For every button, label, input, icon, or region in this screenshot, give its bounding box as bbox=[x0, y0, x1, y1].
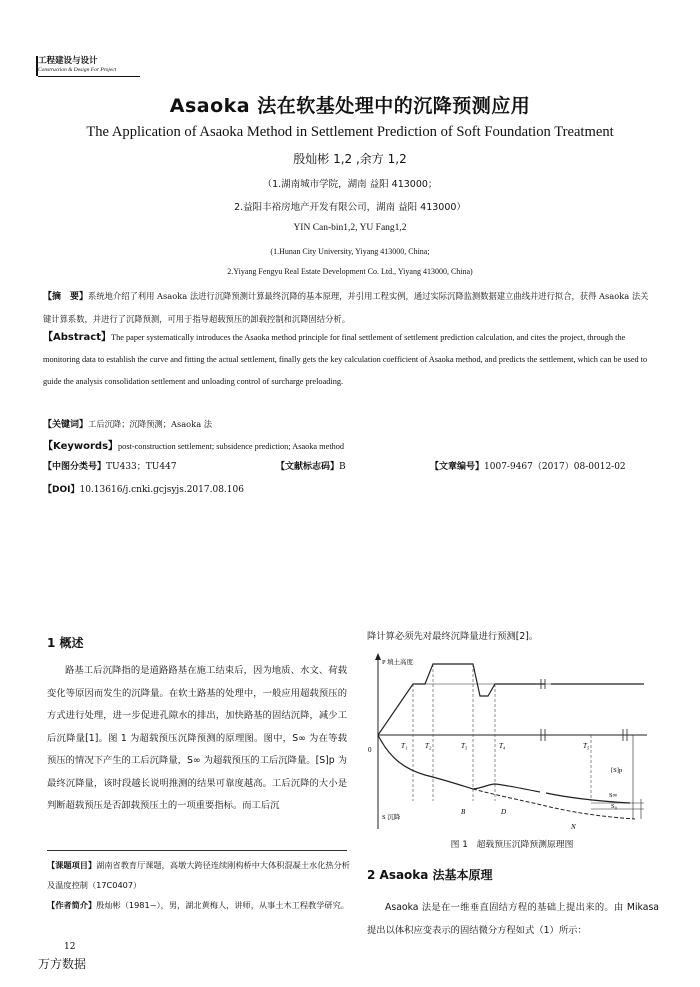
affiliation-en-1: (1.Hunan City University, Yiyang 413000, China; bbox=[270, 247, 430, 256]
footnote-rule bbox=[47, 850, 347, 851]
authors-en: YIN Can-bin1,2, YU Fang1,2 bbox=[293, 223, 407, 233]
fill-height-curve bbox=[378, 664, 545, 735]
footnote bbox=[47, 855, 352, 915]
section-2-paragraph: Asaoka 法是在一维垂直固结方程的基础上提出来的。由 Mikasa 提出以体积应变表示的固结微分方程如式（1）所示： bbox=[367, 902, 659, 936]
watermark: 万方数据 bbox=[38, 957, 87, 971]
figure-1-diagram bbox=[365, 651, 655, 831]
label-d: D bbox=[501, 808, 507, 816]
abstract-cn-label: 【摘 要】 bbox=[43, 292, 89, 302]
doc-value: B bbox=[339, 462, 346, 472]
article-value: 1007-9467（2017）08-0012-02 bbox=[484, 462, 626, 472]
affiliation-cn-1: （1.湖南城市学院，湖南 益阳 413000； bbox=[262, 179, 438, 190]
affiliation-en-2: 2.Yiyang Fengyu Real Estate Development Co. Ltd., Yiyang 413000, China) bbox=[227, 267, 473, 276]
label-b: B bbox=[461, 808, 466, 816]
label-fill-height: P 填土高度 bbox=[382, 659, 413, 666]
abstract-en bbox=[43, 327, 655, 393]
footnote-project bbox=[47, 855, 352, 895]
paper-title-en: The Application of Asaoka Method in Settlement Prediction of Soft Foundation Treatment bbox=[86, 124, 614, 140]
authors-cn: 殷灿彬 1,2 ,余方 1,2 bbox=[293, 152, 407, 166]
header-rule bbox=[38, 76, 140, 77]
label-s-inf: S∞ bbox=[609, 792, 618, 799]
abstract-cn bbox=[43, 285, 655, 330]
label-t1: T₁ bbox=[401, 742, 408, 750]
article-number bbox=[430, 459, 626, 472]
settlement-curve-surcharge-tail bbox=[546, 793, 630, 803]
paper-title-cn: Asaoka 法在软基处理中的沉降预测应用 bbox=[169, 95, 531, 117]
keywords-en bbox=[43, 436, 655, 458]
keywords-cn bbox=[43, 413, 655, 436]
journal-name-en: Construction & Design For Project bbox=[38, 67, 117, 73]
section-1-heading: 1 概述 bbox=[47, 636, 84, 650]
y-axis-arrow bbox=[375, 653, 381, 660]
label-t3: T₃ bbox=[461, 742, 468, 750]
article-label: 【文章编号】 bbox=[430, 462, 485, 472]
doi-label: 【DOI】 bbox=[43, 485, 80, 495]
label-t2: T₂ bbox=[425, 742, 432, 750]
keywords-en-text: post-construction settlement; subsidence prediction; Asaoka method bbox=[118, 442, 345, 451]
footnote-author-text: 殷灿彬（1981~），男，湖北黄梅人，讲师，从事土木工程教学研究。 bbox=[96, 900, 349, 910]
doi-value: 10.13616/j.cnki.gcjsyjs.2017.08.106 bbox=[79, 485, 244, 495]
label-sp: [S]p bbox=[611, 767, 623, 774]
doc-label: 【文献标志码】 bbox=[276, 462, 340, 472]
journal-header bbox=[38, 54, 116, 73]
label-n: N bbox=[571, 823, 576, 831]
journal-name-cn: 工程建设与设计 bbox=[38, 56, 98, 66]
clc-number bbox=[43, 459, 177, 472]
clc-value: TU433；TU447 bbox=[106, 462, 177, 472]
label-settlement: S 沉降 bbox=[382, 814, 401, 821]
label-t5: T₅ bbox=[583, 742, 590, 750]
affiliation-cn-2: 2.益阳丰裕房地产开发有限公司，湖南 益阳 413000） bbox=[234, 202, 466, 213]
section-1-continued: 降计算必须先对最终沉降量进行预测[2]。 bbox=[367, 631, 539, 642]
keywords-cn-label: 【关键词】 bbox=[43, 420, 89, 430]
section-1-paragraph: 路基工后沉降指的是道路路基在施工结束后，因为地质、水文、荷载变化等原因而发生的沉降量。在软土路基的处理中，一般应用超载预压的方式进行处理，进一步促进孔隙水的排出，加快路基的固结沉降，减少工后沉降量[1]。图 1 为超载预压沉降预测的原理图。图中，S∞ 为在等载预压的情况下产生的工后沉降量，S∞ 为超载预压的工后沉降量。[S]p 为最终沉降量，该时段越长说明推测的结果可靠度越高。工后沉降的大小是判断超载预压是否卸载预压土的一项重要指标。而工后沉 bbox=[47, 665, 347, 811]
page-number: 12 bbox=[64, 942, 76, 952]
doc-code bbox=[276, 459, 346, 472]
clc-label: 【中图分类号】 bbox=[43, 462, 107, 472]
keywords-cn-text: 工后沉降；沉降预测；Asaoka 法 bbox=[88, 419, 213, 429]
abstract-en-label: 【Abstract】 bbox=[43, 332, 112, 343]
doi bbox=[43, 482, 244, 495]
figure-1-caption: 图 1 超载预压沉降预测原理图 bbox=[450, 840, 574, 850]
label-origin: 0 bbox=[368, 746, 372, 754]
abstract-en-text: The paper systematically introduces the Asaoka method principle for final settlement of settlement prediction calculation, and cites the project, through the monitoring data to establish the curve and fitting the actual settlement, finally gets the key calculation coefficient of Asaoka method, and predicts the settlement, which can be used to guide the analysis consolidation settlement and unloading control of surcharge preloading. bbox=[43, 333, 648, 386]
footnote-project-label: 【课题项目】 bbox=[47, 860, 97, 870]
abstract-cn-text: 系统地介绍了利用 Asaoka 法进行沉降预测计算最终沉降的基本原理，并引用工程实例，通过实际沉降监测数据建立曲线并进行拟合，获得 Asaoka 法关键计算系数，并进行了沉降预测，可用于指导超载预压的卸载控制和沉降固结分析。 bbox=[43, 291, 649, 324]
footnote-project-text: 湖南省教育厅课题，高墩大跨径连续刚构桥中大体积混凝土水化热分析及温度控制（17C0407） bbox=[47, 860, 350, 890]
label-s0: S₀ bbox=[611, 803, 617, 810]
footnote-author bbox=[47, 895, 352, 915]
footnote-author-label: 【作者简介】 bbox=[47, 900, 97, 910]
section-2-body bbox=[367, 896, 659, 942]
label-t4: T₄ bbox=[499, 742, 506, 750]
keywords-en-label: 【Keywords】 bbox=[43, 441, 119, 452]
section-1-body bbox=[47, 660, 347, 818]
section-2-heading: 2 Asaoka 法基本原理 bbox=[367, 868, 493, 882]
